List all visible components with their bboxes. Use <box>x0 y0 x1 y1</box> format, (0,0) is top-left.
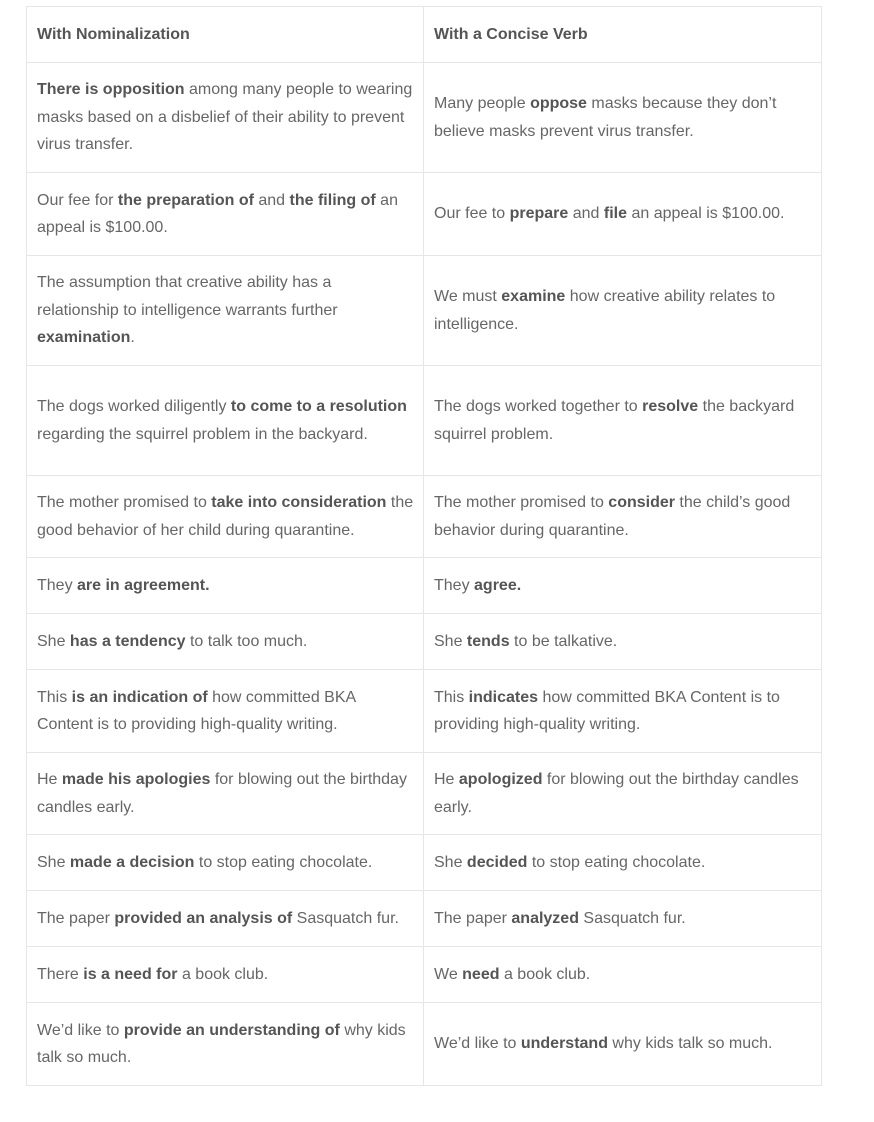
plain-text: the good behavior of her child during quarantine. <box>37 494 414 539</box>
emphasized-phrase: is an indication of <box>71 688 208 706</box>
nominalization-cell <box>27 835 424 891</box>
plain-text: a book club. <box>499 965 591 983</box>
emphasized-phrase: examination <box>37 329 131 347</box>
concise-verb-cell <box>424 947 822 1003</box>
emphasized-phrase: made his apologies <box>61 771 211 789</box>
cell-text <box>37 489 423 544</box>
concise-verb-cell <box>424 558 822 614</box>
emphasized-phrase: provided an analysis of <box>114 909 293 927</box>
plain-text: We’d like to <box>434 1035 521 1053</box>
plain-text: He <box>37 771 62 789</box>
plain-text: to stop eating chocolate. <box>194 853 373 871</box>
concise-verb-cell <box>424 614 822 670</box>
plain-text: the backyard squirrel problem. <box>434 398 795 443</box>
plain-text: to talk too much. <box>185 632 308 650</box>
cell-text <box>37 628 423 655</box>
table-body <box>27 63 822 1086</box>
concise-verb-cell <box>424 366 822 476</box>
nominalization-cell <box>27 1003 424 1086</box>
cell-text <box>434 200 821 227</box>
plain-text: to be talkative. <box>509 632 618 650</box>
plain-text: This <box>434 688 469 706</box>
nominalization-cell <box>27 947 424 1003</box>
nominalization-cell <box>27 173 424 256</box>
cell-text <box>37 393 423 448</box>
cell-text <box>37 849 423 876</box>
table-row <box>27 614 822 670</box>
emphasized-phrase: There is opposition <box>37 81 185 99</box>
cell-text <box>37 187 423 242</box>
table-row <box>27 670 822 753</box>
plain-text: Sasquatch fur. <box>292 909 399 927</box>
cell-text <box>434 961 821 988</box>
plain-text: a book club. <box>177 965 269 983</box>
header-concise-verb: With a Concise Verb <box>424 7 822 63</box>
table-header-row <box>27 7 822 63</box>
plain-text: The mother promised to <box>434 494 609 512</box>
emphasized-phrase: has a tendency <box>69 632 186 650</box>
plain-text: an appeal is $100.00. <box>37 191 398 236</box>
cell-text <box>37 1017 423 1072</box>
emphasized-phrase: oppose <box>530 95 587 113</box>
emphasized-phrase: analyzed <box>511 909 579 927</box>
plain-text: The mother promised to <box>37 494 212 512</box>
cell-text <box>434 628 821 655</box>
plain-text: among many people to wearing masks based on a disbelief of their ability to prevent virus transfer. <box>37 81 413 154</box>
table-row <box>27 256 822 366</box>
plain-text: Sasquatch fur. <box>578 909 686 927</box>
nominalization-cell <box>27 256 424 366</box>
cell-text <box>37 76 423 158</box>
concise-verb-cell <box>424 753 822 835</box>
plain-text: the child’s good behavior during quarantine. <box>434 494 791 539</box>
cell-text <box>434 766 821 821</box>
plain-text: masks because they don’t believe masks prevent virus transfer. <box>434 95 777 140</box>
cell-text <box>434 684 821 739</box>
concise-verb-cell <box>424 173 822 256</box>
plain-text: There <box>37 965 84 983</box>
cell-text <box>434 393 821 448</box>
plain-text: We <box>434 965 463 983</box>
emphasized-phrase: the preparation of <box>117 191 254 209</box>
emphasized-phrase: resolve <box>642 398 699 416</box>
concise-verb-cell <box>424 476 822 558</box>
plain-text: This <box>37 688 72 706</box>
header-nominalization: With Nominalization <box>27 7 424 63</box>
emphasized-phrase: tends <box>466 632 510 650</box>
emphasized-phrase: understand <box>520 1035 608 1053</box>
cell-text <box>37 766 423 821</box>
table-row <box>27 1003 822 1086</box>
nominalization-cell <box>27 476 424 558</box>
concise-verb-cell <box>424 1003 822 1086</box>
plain-text: and <box>568 205 604 223</box>
cell-text <box>37 269 423 351</box>
nominalization-cell <box>27 558 424 614</box>
plain-text: why kids talk so much. <box>607 1035 773 1053</box>
plain-text: The paper <box>37 909 115 927</box>
plain-text: . <box>130 329 135 347</box>
emphasized-phrase: take into consideration <box>211 494 387 512</box>
plain-text: Our fee to <box>434 205 510 223</box>
cell-text <box>434 572 821 599</box>
nominalization-cell <box>27 614 424 670</box>
plain-text: They <box>434 576 475 594</box>
emphasized-phrase: indicates <box>468 688 539 706</box>
plain-text: We’d like to <box>37 1021 124 1039</box>
nominalization-cell <box>27 753 424 835</box>
emphasized-phrase: are in agreement. <box>77 576 210 594</box>
cell-text <box>434 90 821 145</box>
cell-text <box>434 849 821 876</box>
plain-text: how committed BKA Content is to providing high-quality writing. <box>37 688 356 733</box>
plain-text: how creative ability relates to intelligence. <box>434 288 776 333</box>
cell-text <box>434 489 821 544</box>
nominalization-cell <box>27 891 424 947</box>
emphasized-phrase: is a need for <box>83 965 178 983</box>
plain-text: The assumption that creative ability has a relationship to intelligence warrants further <box>37 274 338 319</box>
plain-text: She <box>434 632 467 650</box>
plain-text: The dogs worked together to <box>434 398 643 416</box>
cell-text <box>37 961 423 988</box>
comparison-table <box>26 6 822 1086</box>
table-row <box>27 558 822 614</box>
plain-text: to stop eating chocolate. <box>527 853 706 871</box>
nominalization-cell <box>27 63 424 173</box>
plain-text: The dogs worked diligently <box>37 398 231 416</box>
emphasized-phrase: provide an understanding of <box>123 1021 340 1039</box>
emphasized-phrase: examine <box>501 288 566 306</box>
table-row <box>27 366 822 476</box>
emphasized-phrase: apologized <box>458 771 543 789</box>
concise-verb-cell <box>424 63 822 173</box>
emphasized-phrase: consider <box>608 494 675 512</box>
table-row <box>27 63 822 173</box>
emphasized-phrase: need <box>462 965 500 983</box>
table-row <box>27 476 822 558</box>
plain-text: Our fee for <box>37 191 118 209</box>
plain-text: She <box>37 632 70 650</box>
plain-text: an appeal is $100.00. <box>627 205 785 223</box>
plain-text: regarding the squirrel problem in the backyard. <box>37 425 368 443</box>
emphasized-phrase: agree. <box>474 576 522 594</box>
plain-text: for blowing out the birthday candles early. <box>434 771 799 816</box>
plain-text: He <box>434 771 459 789</box>
emphasized-phrase: prepare <box>509 205 569 223</box>
cell-text <box>37 684 423 739</box>
plain-text: for blowing out the birthday candles early. <box>37 771 407 816</box>
cell-text <box>434 905 821 932</box>
table-row <box>27 835 822 891</box>
emphasized-phrase: made a decision <box>69 853 195 871</box>
emphasized-phrase: to come to a resolution <box>230 398 407 416</box>
concise-verb-cell <box>424 256 822 366</box>
emphasized-phrase: decided <box>466 853 528 871</box>
emphasized-phrase: file <box>603 205 628 223</box>
concise-verb-cell <box>424 835 822 891</box>
emphasized-phrase: the filing of <box>289 191 376 209</box>
cell-text <box>434 1030 821 1057</box>
cell-text <box>434 283 821 338</box>
table-row <box>27 891 822 947</box>
plain-text: She <box>37 853 70 871</box>
nominalization-cell <box>27 366 424 476</box>
plain-text: and <box>253 191 290 209</box>
plain-text: She <box>434 853 467 871</box>
table-row <box>27 947 822 1003</box>
cell-text <box>37 572 423 599</box>
plain-text: The paper <box>434 909 512 927</box>
cell-text <box>37 905 423 932</box>
table-row <box>27 173 822 256</box>
plain-text: how committed BKA Content is to providing high-quality writing. <box>434 688 780 733</box>
concise-verb-cell <box>424 670 822 753</box>
table-row <box>27 753 822 835</box>
concise-verb-cell <box>424 891 822 947</box>
plain-text: We must <box>434 288 502 306</box>
nominalization-cell <box>27 670 424 753</box>
plain-text: why kids talk so much. <box>37 1021 406 1066</box>
plain-text: Many people <box>434 95 531 113</box>
plain-text: They <box>37 576 78 594</box>
